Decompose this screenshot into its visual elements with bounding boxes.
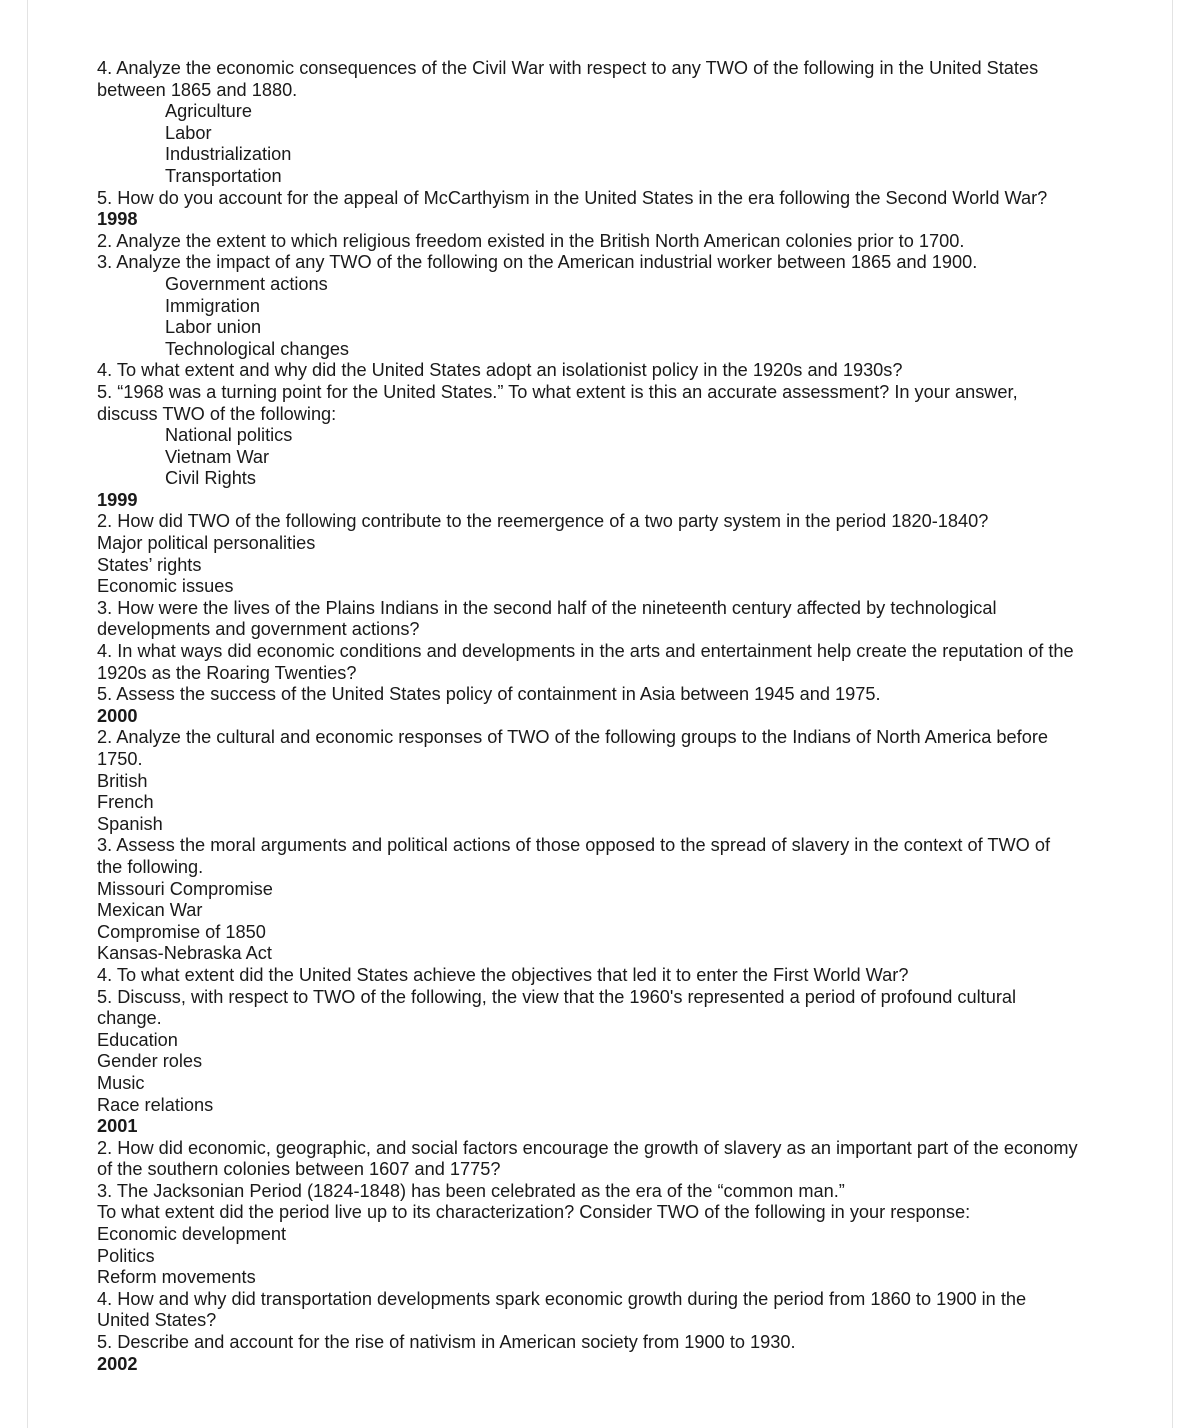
question-line: 4. To what extent and why did the United States adopt an isolationist policy in the 1920s and 1930s?: [97, 360, 903, 381]
question-line: Economic development: [97, 1224, 287, 1245]
option-item: National politics: [165, 425, 293, 446]
option-item: Civil Rights: [165, 468, 256, 489]
year-heading: 1999: [97, 489, 138, 510]
question-line: 3. Assess the moral arguments and political actions of those opposed to the spread of slavery in the context of TWO of: [97, 835, 1051, 856]
question-line: 2. Analyze the extent to which religious freedom existed in the British North American colonies prior to 1700.: [97, 230, 965, 251]
question-line: Compromise of 1850: [97, 921, 266, 942]
question-line: 3. Analyze the impact of any TWO of the following on the American industrial worker between 1865 and 1900.: [97, 252, 978, 273]
question-line: discuss TWO of the following:: [97, 403, 337, 424]
question-line: Reform movements: [97, 1267, 256, 1288]
question-line: 4. Analyze the economic consequences of the Civil War with respect to any TWO of the following in the United States: [97, 58, 1039, 78]
question-line: 3. The Jacksonian Period (1824-1848) has been celebrated as the era of the “common man.”: [97, 1180, 845, 1201]
question-line: 4. To what extent did the United States achieve the objectives that led it to enter the First World War?: [97, 964, 909, 985]
question-line: 5. Assess the success of the United States policy of containment in Asia between 1945 and 1975.: [97, 684, 881, 705]
question-line: Missouri Compromise: [97, 878, 273, 899]
question-line: 4. In what ways did economic conditions and developments in the arts and entertainment help create the reputation of the: [97, 641, 1074, 662]
question-line: Kansas-Nebraska Act: [97, 943, 272, 964]
question-line: To what extent did the period live up to its characterization? Consider TWO of the following in your response:: [97, 1202, 971, 1223]
question-line: Economic issues: [97, 576, 234, 597]
option-item: Labor union: [165, 317, 262, 338]
question-line: between 1865 and 1880.: [97, 79, 298, 100]
option-item: Vietnam War: [165, 446, 270, 467]
question-line: developments and government actions?: [97, 619, 420, 640]
question-line: Spanish: [97, 813, 163, 834]
option-item: Government actions: [165, 273, 328, 294]
option-item: Transportation: [165, 165, 282, 186]
question-line: 3. How were the lives of the Plains Indians in the second half of the nineteenth century affected by technological: [97, 597, 997, 618]
question-line: Major political personalities: [97, 533, 316, 554]
option-item: Labor: [165, 122, 212, 143]
question-line: United States?: [97, 1310, 217, 1331]
question-line: Politics: [97, 1245, 155, 1266]
question-line: of the southern colonies between 1607 and 1775?: [97, 1159, 501, 1180]
question-line: 2. How did economic, geographic, and social factors encourage the growth of slavery as an important part of the economy: [97, 1137, 1078, 1158]
question-line: 5. “1968 was a turning point for the United States.” To what extent is this an accurate assessment? In your answer,: [97, 381, 1018, 402]
question-line: 2. Analyze the cultural and economic responses of TWO of the following groups to the Indians of North America before: [97, 727, 1048, 748]
year-heading: 2002: [97, 1353, 138, 1374]
question-line: 2. How did TWO of the following contribute to the reemergence of a two party system in the period 1820-1840?: [97, 511, 989, 532]
option-item: Agriculture: [165, 101, 252, 122]
question-line: Gender roles: [97, 1051, 203, 1072]
question-line: Education: [97, 1029, 178, 1050]
question-line: 5. Describe and account for the rise of nativism in American society from 1900 to 1930.: [97, 1332, 796, 1353]
question-line: the following.: [97, 856, 204, 877]
question-line: Race relations: [97, 1094, 214, 1115]
year-heading: 1998: [97, 209, 138, 230]
option-item: Industrialization: [165, 144, 292, 165]
question-line: French: [97, 792, 154, 813]
question-line: 1750.: [97, 749, 143, 769]
year-heading: 2000: [97, 705, 138, 726]
question-line: 5. Discuss, with respect to TWO of the following, the view that the 1960's represented a period of profound cultural: [97, 986, 1017, 1007]
question-line: 4. How and why did transportation developments spark economic growth during the period from 1860 to 1900 in the: [97, 1288, 1027, 1309]
question-line: 1920s as the Roaring Twenties?: [97, 662, 357, 683]
question-line: States’ rights: [97, 554, 202, 575]
question-line: 5. How do you account for the appeal of McCarthyism in the United States in the era following the Second World War?: [97, 187, 1048, 208]
question-line: Mexican War: [97, 900, 203, 921]
option-item: Technological changes: [165, 338, 350, 359]
question-line: British: [97, 770, 148, 791]
year-heading: 2001: [97, 1116, 138, 1137]
question-line: Music: [97, 1072, 145, 1093]
document-body: [97, 58, 1107, 1375]
option-item: Immigration: [165, 295, 261, 316]
question-line: change.: [97, 1008, 162, 1029]
